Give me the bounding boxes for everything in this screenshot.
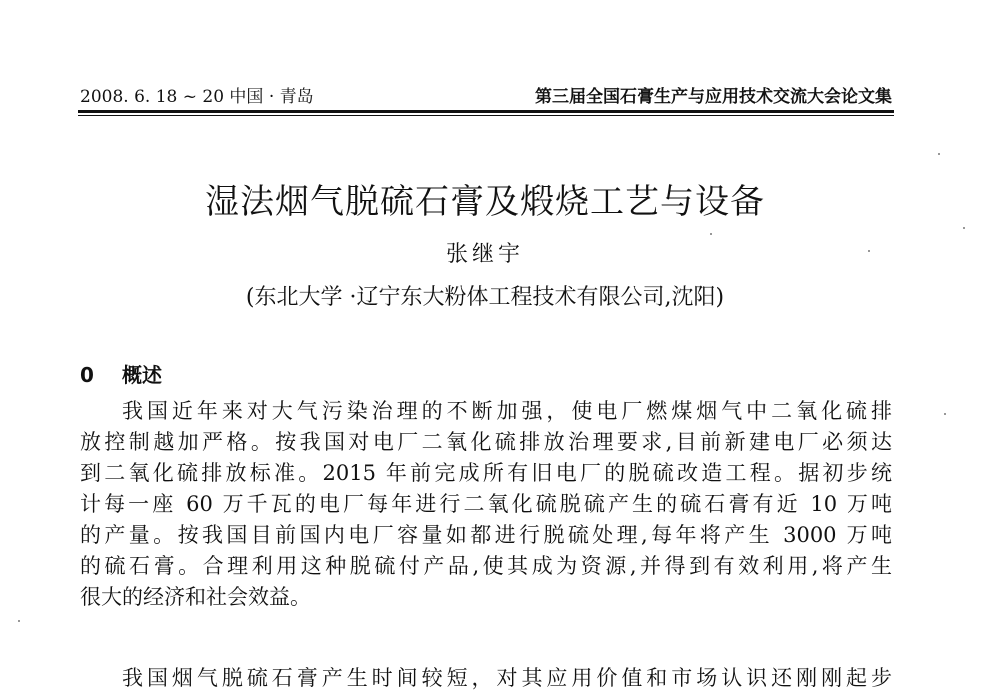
- running-header: [80, 86, 892, 110]
- section-title: 概述: [122, 363, 162, 387]
- header-rule-thin: [78, 115, 894, 116]
- scan-speck: [963, 227, 965, 229]
- paragraph-line: 放控制越加严格。按我国对电厂二氧化硫排放治理要求,目前新建电厂必须达: [80, 430, 892, 454]
- paragraph-cut-off: [80, 662, 892, 690]
- conference-date-location: 2008. 6. 18 ~ 20 中国 · 青岛: [80, 87, 314, 107]
- paragraph-line: 我国近年来对大气污染治理的不断加强，使电厂燃煤烟气中二氧化硫排: [122, 399, 892, 423]
- author-affiliation: (东北大学 ·辽宁东大粉体工程技术有限公司,沈阳): [245, 285, 725, 310]
- section-number: 0: [80, 363, 94, 387]
- paragraph-line: 计每一座 60 万千瓦的电厂每年进行二氧化硫脱硫产生的硫石膏有近 10 万吨: [80, 492, 892, 516]
- paper-author: 张继宇: [445, 242, 524, 267]
- section-heading: [80, 361, 162, 389]
- paper-title: 湿法烟气脱硫石膏及煅烧工艺与设备: [205, 182, 765, 222]
- paragraph-line: 到二氧化硫排放标准。2015 年前完成所有旧电厂的脱硫改造工程。据初步统: [80, 461, 892, 485]
- paragraph-line: 的产量。按我国目前国内电厂容量如都进行脱硫处理,每年将产生 3000 万吨: [80, 523, 892, 547]
- scan-speck: [710, 233, 712, 235]
- paragraph-line-partial: 我国烟气脱硫石膏产生时间较短，对其应用价值和市场认识还刚刚起步: [122, 666, 892, 690]
- paragraph-line: 很大的经济和社会效益。: [80, 585, 311, 609]
- paragraph-line: 的硫石膏。合理利用这种脱硫付产品,使其成为资源,并得到有效利用,将产生: [80, 554, 892, 578]
- scan-speck: [18, 620, 20, 622]
- scan-speck: [868, 250, 870, 252]
- scan-speck: [938, 153, 940, 155]
- scan-speck: [944, 413, 946, 415]
- proceedings-title: 第三届全国石膏生产与应用技术交流大会论文集: [535, 87, 892, 107]
- header-rule-thick: [78, 110, 894, 113]
